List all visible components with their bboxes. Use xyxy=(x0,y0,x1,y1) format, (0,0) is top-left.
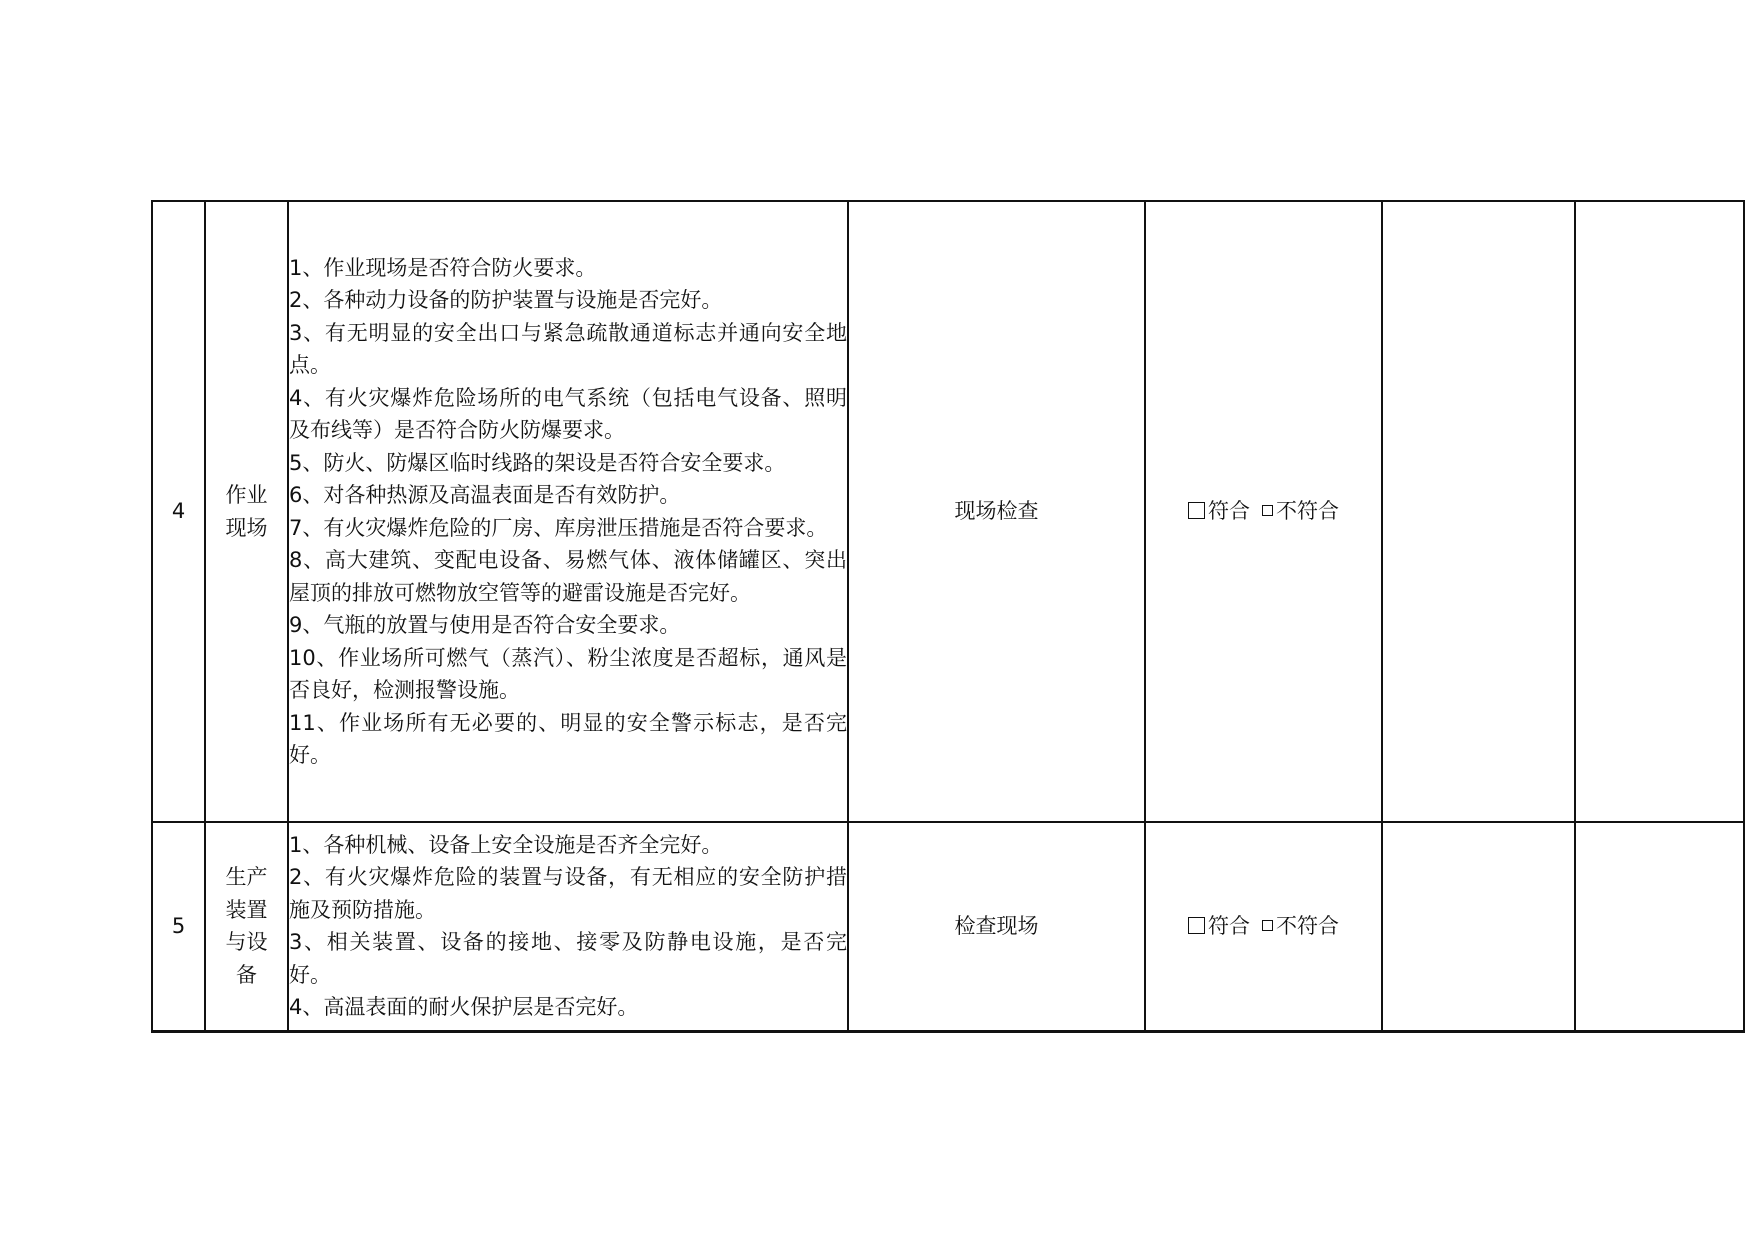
row-number: 4 xyxy=(171,499,186,524)
check-content-line: 9、气瓶的放置与使用是否符合安全要求。 xyxy=(289,613,681,637)
checkbox-icon[interactable] xyxy=(1188,917,1205,934)
check-item-name: 生产装置与设备 xyxy=(225,865,268,987)
blank-cell[interactable] xyxy=(1575,201,1744,822)
table-row xyxy=(152,201,1744,822)
check-method: 检查现场 xyxy=(954,914,1039,938)
check-result-cell xyxy=(1145,822,1382,1031)
check-item-name: 作业现场 xyxy=(225,483,268,540)
check-content-line: 2、有火灾爆炸危险的装置与设备，有无相应的安全防护措施及预防措施。 xyxy=(289,865,847,922)
check-result-options xyxy=(1188,499,1339,523)
check-content-line: 3、相关装置、设备的接地、接零及防静电设施，是否完好。 xyxy=(289,930,847,987)
check-content-line: 7、有火灾爆炸危险的厂房、库房泄压措施是否符合要求。 xyxy=(289,515,828,540)
check-content-cell xyxy=(288,201,848,822)
result-fail-label: 不符合 xyxy=(1276,914,1339,938)
check-content-line: 4、有火灾爆炸危险场所的电气系统（包括电气设备、照明及布线等）是否符合防火防爆要求。 xyxy=(289,385,847,442)
result-fail-label: 不符合 xyxy=(1276,499,1339,524)
check-content-line: 11、作业场所有无必要的、明显的安全警示标志，是否完好。 xyxy=(289,710,847,767)
check-content-cell xyxy=(288,822,848,1031)
check-method-cell xyxy=(848,822,1145,1031)
check-content-line: 1、各种机械、设备上安全设施是否齐全完好。 xyxy=(289,832,723,857)
row-number: 5 xyxy=(171,914,186,938)
check-content-line: 2、各种动力设备的防护装置与设施是否完好。 xyxy=(289,288,723,312)
checkbox-icon[interactable] xyxy=(1262,920,1273,931)
check-result-cell xyxy=(1145,201,1382,822)
check-item-cell xyxy=(205,822,288,1031)
result-pass-label: 符合 xyxy=(1208,499,1250,524)
check-result-options xyxy=(1188,914,1339,938)
check-content-line: 3、有无明显的安全出口与紧急疏散通道标志并通向安全地点。 xyxy=(289,320,847,377)
check-content-line: 8、高大建筑、变配电设备、易燃气体、液体储罐区、突出屋顶的排放可燃物放空管等的避雷设施是否完好。 xyxy=(289,548,847,605)
row-number-cell xyxy=(152,822,205,1031)
check-content-line: 4、高温表面的耐火保护层是否完好。 xyxy=(289,995,639,1020)
check-content-line: 1、作业现场是否符合防火要求。 xyxy=(289,255,597,280)
inspection-checklist-table xyxy=(151,200,1745,1033)
check-content-line: 5、防火、防爆区临时线路的架设是否符合安全要求。 xyxy=(289,450,786,475)
blank-cell[interactable] xyxy=(1382,201,1575,822)
check-method-cell xyxy=(848,201,1145,822)
row-number-cell xyxy=(152,201,205,822)
checkbox-icon[interactable] xyxy=(1188,502,1205,519)
checkbox-icon[interactable] xyxy=(1262,505,1273,516)
check-content-line: 10、作业场所可燃气（蒸汽）、粉尘浓度是否超标，通风是否良好，检测报警设施。 xyxy=(289,645,847,702)
table-row xyxy=(152,822,1744,1031)
check-content-line: 6、对各种热源及高温表面是否有效防护。 xyxy=(289,483,681,507)
check-item-cell xyxy=(205,201,288,822)
result-pass-label: 符合 xyxy=(1208,914,1250,938)
blank-cell[interactable] xyxy=(1382,822,1575,1031)
check-method: 现场检查 xyxy=(954,499,1039,524)
blank-cell[interactable] xyxy=(1575,822,1744,1031)
